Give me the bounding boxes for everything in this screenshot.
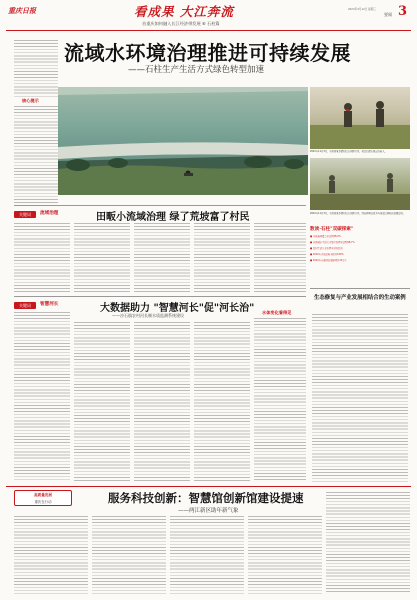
lead-photo-river bbox=[58, 87, 308, 195]
section1-tag-title: 流域治理 bbox=[40, 211, 59, 216]
paper-name: 重庆日报 bbox=[8, 6, 36, 15]
core-tip-text bbox=[14, 106, 58, 204]
page-sub: 要闻 bbox=[384, 12, 392, 17]
section2-col5 bbox=[254, 318, 306, 482]
photo-caption-bottom: 2022年11月3日，石柱县某乡镇村民在田间劳作，绿色种植已成为当地农民增收的重要途径。 bbox=[310, 212, 406, 215]
sidebar-item: ■ 全县城市生活污水集中处理率达到98.7% bbox=[310, 241, 355, 245]
lead-photo-field bbox=[310, 158, 410, 210]
banner-title: 看成果 大江奔流 bbox=[134, 4, 234, 19]
stats-sidebar bbox=[310, 226, 410, 286]
section2-tag: 关键词 bbox=[14, 302, 36, 309]
section1-col5 bbox=[254, 223, 306, 293]
lead-subhead: ——石柱生产生活方式绿色转型加速 bbox=[128, 65, 265, 75]
section1-col2 bbox=[74, 223, 130, 293]
sidebar-divider bbox=[310, 288, 410, 289]
section2-col2 bbox=[74, 322, 130, 482]
masthead-rule bbox=[6, 30, 411, 31]
core-tip-label: 核心提示 bbox=[22, 98, 39, 103]
section1-tag: 关键词 bbox=[14, 211, 36, 218]
sidebar-title: 数读·石柱"双碳探索" bbox=[310, 227, 354, 232]
sidebar-item: ■ 农村生活污水治理率持续提升 bbox=[310, 247, 343, 251]
bottom-col1 bbox=[14, 516, 88, 594]
bottom-col4 bbox=[248, 516, 322, 594]
bottom-subhead: ——两江新区助年新气象 bbox=[178, 508, 239, 514]
bottom-headline: 服务科技创新：智慧馆创新馆建设提速 bbox=[108, 491, 304, 505]
section2-subhead: ——沙石镇农村河长制水质监测系统建设 bbox=[112, 313, 184, 318]
section1-col3 bbox=[134, 223, 190, 293]
section1-headline: 田畈小流域治理 绿了荒坡富了村民 bbox=[96, 212, 250, 223]
bottom-col2 bbox=[92, 516, 166, 594]
section2-side-title: 水体变化看得见 bbox=[262, 310, 292, 315]
date-line: 2023年3月12日 星期三 bbox=[348, 8, 376, 11]
page-number: 3 bbox=[398, 4, 408, 19]
sidebar-feature-title: 生态修复与产业发展相结合的生动案例 bbox=[314, 295, 406, 301]
bottom-badge bbox=[14, 490, 72, 506]
masthead bbox=[0, 0, 417, 30]
photo-caption-top: 2022年11月3日，石柱县某乡镇村民在田间劳作，村民们都有稳定的收入。 bbox=[310, 150, 387, 153]
lead-photo-farmers bbox=[310, 87, 410, 149]
section2-col4 bbox=[194, 322, 250, 482]
sidebar-feature-text bbox=[312, 314, 408, 482]
lead-intro-text bbox=[14, 40, 58, 98]
section2-tag-title: 智慧河长 bbox=[40, 302, 59, 307]
section2-col3 bbox=[134, 322, 190, 482]
sidebar-item: ■ 全县森林覆盖率达到58.2% bbox=[310, 235, 341, 238]
lead-headline: 流域水环境治理推进可持续发展 bbox=[64, 41, 351, 65]
bottom-badge-line2: 重庆在行动 bbox=[34, 500, 52, 504]
section1-rule bbox=[14, 205, 306, 206]
section1-col1 bbox=[14, 223, 70, 293]
section2-rule bbox=[14, 296, 306, 297]
banner-subtitle: 首重庆如何融入长江经济带发展 ⑥ 石柱篇 bbox=[142, 21, 220, 26]
sidebar-item: ■ 2022年实施绿色低碳项目20余个 bbox=[310, 259, 347, 263]
bottom-col5 bbox=[326, 492, 410, 594]
section2-col1 bbox=[14, 312, 70, 482]
section1-col4 bbox=[194, 223, 250, 293]
bottom-badge-line1: 高质量发展 bbox=[34, 493, 52, 497]
bottom-col3 bbox=[170, 516, 244, 594]
sidebar-item: ■ 2022年水质达标率保持100% bbox=[310, 253, 344, 257]
bottom-rule bbox=[6, 486, 411, 487]
section2-headline: 大数据助力 "智慧河长"促"河长治" bbox=[100, 303, 255, 314]
